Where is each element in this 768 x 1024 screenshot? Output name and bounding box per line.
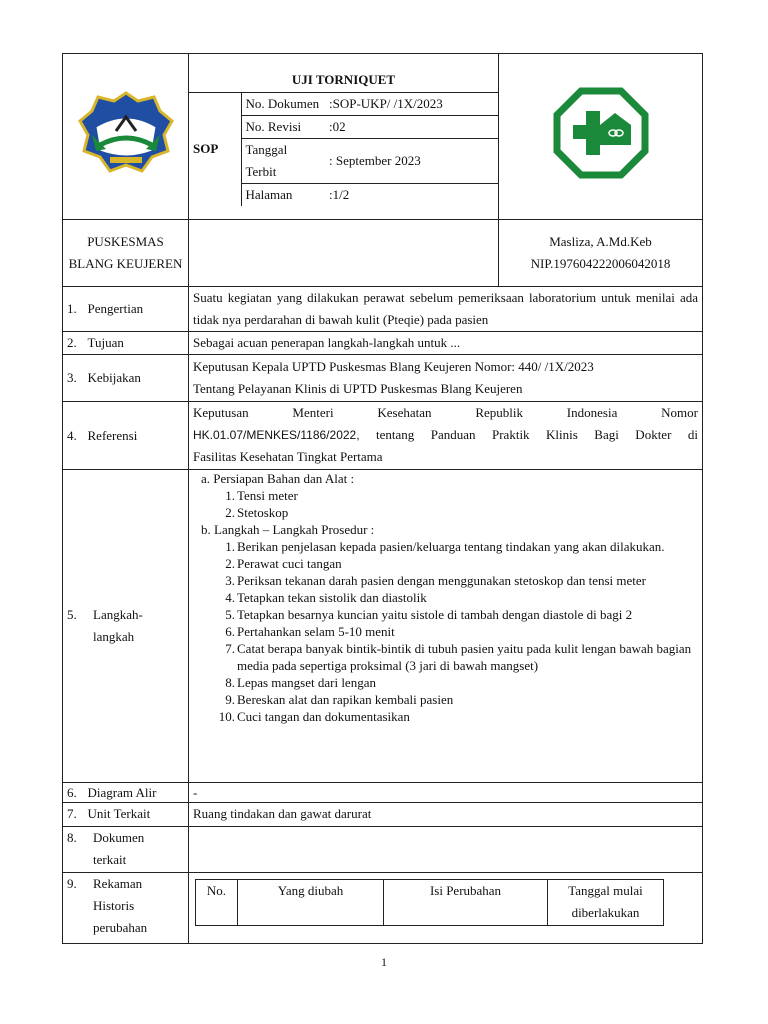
meta-label-revision: No. Revisi [241,115,325,138]
persiapan-title: a. Persiapan Bahan dan Alat : [201,471,355,486]
meta-label-issue-date: Tanggal Terbit [241,138,325,183]
document-title: UJI TORNIQUET [189,68,498,93]
section-label-pengertian: 1. Pengertian [63,287,189,332]
section-label-dokumen: 8. Dokumen terkait [63,827,189,873]
prosedur-item [193,555,698,572]
persiapan-item-text: Tensi meter [237,488,298,503]
persiapan-item [193,487,698,504]
persiapan-item-text: Stetoskop [237,505,289,520]
revision-history-table [195,879,664,926]
signer-nip: NIP.197604222006042018 [530,256,671,271]
prosedur-item-number: 2. [225,556,235,571]
prosedur-item-number: 5. [225,607,235,622]
referensi-line-1: Keputusan Menteri Kesehatan Republik Indonesia Nomor [193,405,698,420]
referensi-line-3: Fasilitas Kesehatan Tingkat Pertama [193,449,383,464]
document-meta-cell [189,54,499,220]
section-label-tujuan: 2. Tujuan [63,332,189,355]
prosedur-item [193,674,698,691]
section-label-kebijakan: 3. Kebijakan [63,355,189,402]
prosedur-item-text: Tetapkan tekan sistolik dan diastolik [237,590,427,605]
prosedur-item-text: Bereskan alat dan rapikan kembali pasien [237,692,454,707]
prosedur-item [193,708,698,725]
section-text-referensi [189,402,703,470]
regency-logo-cell [63,54,189,220]
prosedur-item [193,606,698,623]
meta-value-issue-date: : September 2023 [325,138,498,183]
meta-value-doc-no: :SOP-UKP/ /1X/2023 [325,93,498,116]
prosedur-list [193,538,698,725]
section-label-langkah: 5. Langkah- langkah [63,470,189,783]
rev-col-content: Isi Perubahan [384,880,548,926]
rev-col-no: No. [196,880,238,926]
section-label-referensi: 4. Referensi [63,402,189,470]
prosedur-item-number: 3. [225,573,235,588]
meta-value-page: :1/2 [329,186,350,202]
prosedur-item-number: 4. [225,590,235,605]
prosedur-item [193,589,698,606]
section-text-rekaman [189,873,703,944]
org-blank-cell [189,220,499,287]
prosedur-item-number: 8. [225,675,235,690]
rev-col-changed: Yang diubah [238,880,384,926]
persiapan-item [193,504,698,521]
section-text-diagram: - [189,783,703,803]
signer-name: Masliza, A.Md.Keb [549,234,652,249]
sop-table [62,53,703,944]
prosedur-item-text: Pertahankan selam 5-10 menit [237,624,395,639]
puskesmas-logo-icon [553,87,649,179]
sop-label: SOP [189,93,241,206]
prosedur-item-text: Catat berapa banyak bintik-bintik di tubuh pasien yaitu pada kulit lengan bawah bagian media pada sepertiga proksimal (3 jari di bawah mangset) [237,641,692,673]
section-label-rekaman: 9. Rekaman Historis perubahan [63,873,189,944]
section-text-tujuan: Sebagai acuan penerapan langkah-langkah untuk ... [189,332,703,355]
prosedur-item-number: 7. [225,641,235,656]
kebijakan-line-1: Keputusan Kepala UPTD Puskesmas Blang Keujeren Nomor: 440/ /1X/2023 [193,359,594,374]
section-text-unit: Ruang tindakan dan gawat darurat [189,803,703,827]
prosedur-item-text: Cuci tangan dan dokumentasikan [237,709,410,724]
section-text-dokumen [189,827,703,873]
prosedur-item [193,640,698,674]
prosedur-item-number: 1. [225,539,235,554]
prosedur-item-text: Tetapkan besarnya kuncian yaitu sistole di tambah dengan diastole di bagi 2 [237,607,633,622]
prosedur-item [193,538,698,555]
page-number: 1 [381,955,387,969]
prosedur-item-text: Berikan penjelasan kepada pasien/keluarga tentang tindakan yang akan dilakukan. [237,539,665,554]
persiapan-item-number: 1. [225,488,235,503]
org-name: PUSKESMAS BLANG KEUJEREN [63,220,189,287]
prosedur-item-number: 10. [218,709,235,724]
rev-col-effective-date: Tanggal mulai diberlakukan [548,880,664,926]
section-text-kebijakan [189,355,703,402]
persiapan-item-number: 2. [225,505,235,520]
meta-label-doc-no: No. Dokumen [241,93,325,116]
section-label-diagram: 6. Diagram Alir [63,783,189,803]
prosedur-item [193,691,698,708]
regency-logo-icon [76,87,176,179]
prosedur-item-number: 9. [225,692,235,707]
section-text-pengertian: Suatu kegiatan yang dilakukan perawat sebelum pemeriksaan laboratorium untuk menilai ada tidak nya perdarahan di bawah kulit (Pteqie) pada pasien [189,287,703,332]
section-text-langkah [189,470,703,783]
persiapan-list [193,487,698,521]
sop-document [62,53,702,944]
referensi-line-2: HK.01.07/MENKES/1186/2022, tentang Panduan Praktik Klinis Bagi Dokter di [193,427,698,442]
meta-value-revision: :02 [325,115,498,138]
prosedur-item [193,623,698,640]
prosedur-item-text: Perawat cuci tangan [237,556,342,571]
prosedur-item-text: Periksan tekanan darah pasien dengan menggunakan stetoskop dan tensi meter [237,573,647,588]
meta-label-page: Halaman [245,186,293,202]
section-label-unit: 7. Unit Terkait [63,803,189,827]
prosedur-item [193,572,698,589]
prosedur-title: b. Langkah – Langkah Prosedur : [201,522,375,537]
prosedur-item-text: Lepas mangset dari lengan [237,675,376,690]
puskesmas-logo-cell [499,54,703,220]
signer-cell [499,220,703,287]
kebijakan-line-2: Tentang Pelayanan Klinis di UPTD Puskesmas Blang Keujeren [193,381,523,396]
prosedur-item-number: 6. [225,624,235,639]
